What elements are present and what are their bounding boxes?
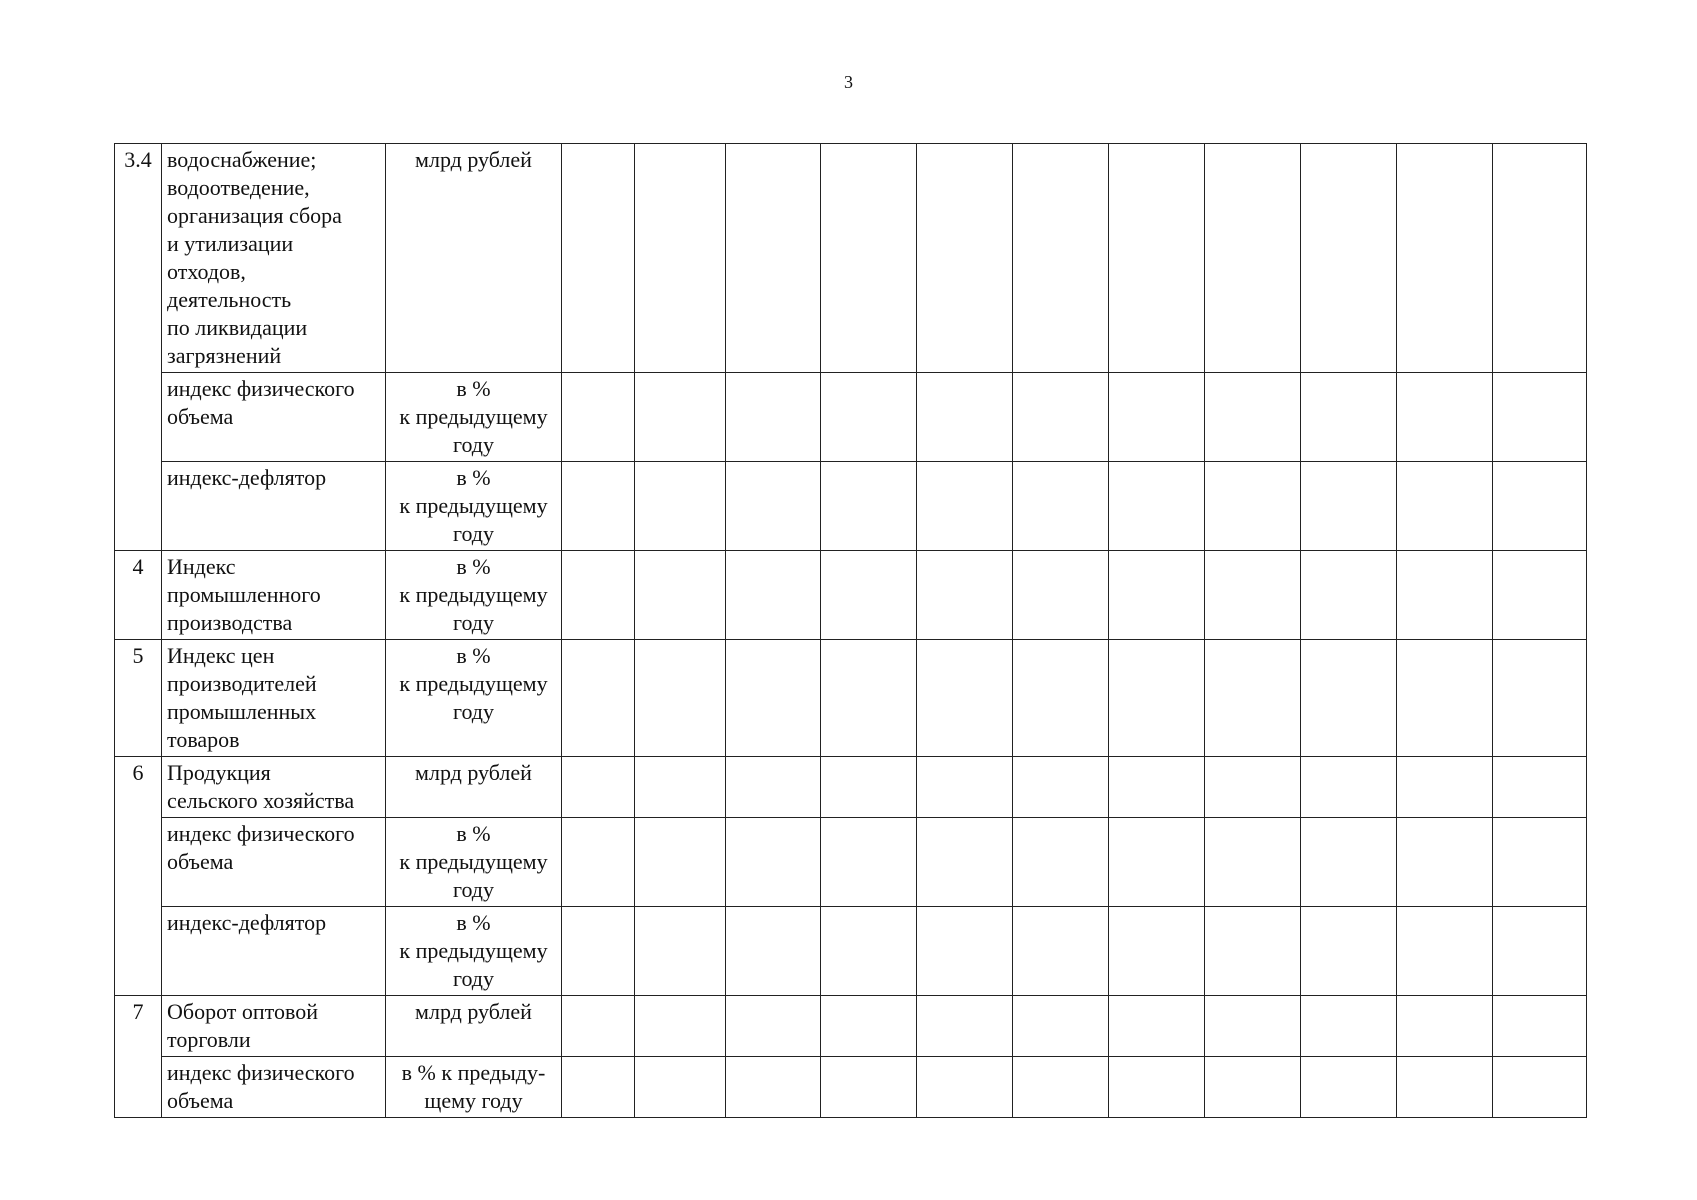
value-cell [1493, 818, 1587, 907]
value-cell [1013, 462, 1109, 551]
value-cell [917, 1057, 1013, 1118]
unit-line: в % [456, 643, 491, 668]
indicators-table [114, 143, 1587, 1118]
indicator-name [162, 144, 386, 373]
indicator-name-line: индекс-дефлятор [167, 910, 327, 935]
value-cell [635, 373, 726, 462]
row-number: 4 [115, 551, 162, 640]
unit-of-measure [386, 1057, 562, 1118]
value-cell [1301, 462, 1397, 551]
unit-line: к предыдущему [399, 582, 548, 607]
value-cell [1013, 144, 1109, 373]
value-cell [1493, 640, 1587, 757]
row-number: 5 [115, 640, 162, 757]
value-cell [821, 144, 917, 373]
unit-line: к предыдущему [399, 849, 548, 874]
indicator-name [162, 818, 386, 907]
value-cell [1013, 640, 1109, 757]
unit-line: году [452, 432, 495, 457]
value-cell [1013, 373, 1109, 462]
value-cell [1397, 640, 1493, 757]
value-cell [562, 1057, 635, 1118]
value-cell [1493, 373, 1587, 462]
value-cell [635, 640, 726, 757]
value-cell [1205, 462, 1301, 551]
value-cell [635, 757, 726, 818]
indicator-name-line: деятельность [167, 287, 292, 312]
value-cell [1109, 551, 1205, 640]
indicator-name [162, 640, 386, 757]
value-cell [1493, 144, 1587, 373]
value-cell [1109, 996, 1205, 1057]
indicator-name-line: загрязнений [167, 343, 282, 368]
unit-of-measure [386, 818, 562, 907]
value-cell [562, 640, 635, 757]
value-cell [1205, 1057, 1301, 1118]
value-cell [917, 818, 1013, 907]
indicator-name-line: промышленных [167, 699, 317, 724]
unit-line: в % к предыду- [401, 1060, 546, 1085]
value-cell [726, 144, 821, 373]
value-cell [917, 551, 1013, 640]
value-cell [821, 462, 917, 551]
indicator-name-line: производителей [167, 671, 317, 696]
value-cell [1109, 640, 1205, 757]
value-cell [1493, 757, 1587, 818]
value-cell [1493, 551, 1587, 640]
indicator-name-line: индекс физического [167, 376, 355, 401]
indicator-name-line: Продукция [167, 760, 271, 785]
value-cell [1397, 996, 1493, 1057]
value-cell [1205, 640, 1301, 757]
unit-line: году [452, 610, 495, 635]
value-cell [1493, 1057, 1587, 1118]
value-cell [1301, 373, 1397, 462]
value-cell [635, 551, 726, 640]
unit-line: к предыдущему [399, 938, 548, 963]
value-cell [917, 757, 1013, 818]
value-cell [1109, 907, 1205, 996]
unit-line: к предыдущему [399, 493, 548, 518]
indicator-name-line: индекс-дефлятор [167, 465, 327, 490]
value-cell [1109, 1057, 1205, 1118]
page-number: 3 [844, 72, 853, 92]
value-cell [562, 373, 635, 462]
unit-of-measure [386, 551, 562, 640]
value-cell [1013, 757, 1109, 818]
value-cell [1301, 907, 1397, 996]
value-cell [1301, 551, 1397, 640]
indicator-name-line: водоотведение, [167, 175, 310, 200]
value-cell [1109, 144, 1205, 373]
table-row [115, 144, 1587, 373]
unit-line: в % [456, 465, 491, 490]
value-cell [726, 996, 821, 1057]
value-cell [726, 373, 821, 462]
unit-line: в % [456, 910, 491, 935]
value-cell [562, 818, 635, 907]
table-row [115, 907, 1587, 996]
value-cell [917, 144, 1013, 373]
value-cell [1109, 462, 1205, 551]
unit-of-measure [386, 462, 562, 551]
value-cell [917, 996, 1013, 1057]
value-cell [562, 462, 635, 551]
unit-line: в % [456, 376, 491, 401]
indicator-name [162, 1057, 386, 1118]
value-cell [1205, 907, 1301, 996]
unit-line: в % [456, 554, 491, 579]
value-cell [917, 462, 1013, 551]
indicator-name-line: по ликвидации [167, 315, 308, 340]
indicator-name-line: Индекс [167, 554, 236, 579]
value-cell [821, 907, 917, 996]
value-cell [726, 551, 821, 640]
indicator-name-line: торговли [167, 1027, 251, 1052]
indicator-name-line: индекс физического [167, 1060, 355, 1085]
indicator-name [162, 551, 386, 640]
value-cell [1301, 818, 1397, 907]
value-cell [821, 818, 917, 907]
value-cell [1301, 996, 1397, 1057]
value-cell [635, 907, 726, 996]
value-cell [1493, 462, 1587, 551]
indicator-name-line: товаров [167, 727, 240, 752]
value-cell [635, 996, 726, 1057]
value-cell [635, 144, 726, 373]
value-cell [562, 757, 635, 818]
value-cell [1205, 757, 1301, 818]
table-row [115, 757, 1587, 818]
table-row [115, 1057, 1587, 1118]
indicator-name-line: и утилизации [167, 231, 294, 256]
value-cell [1205, 818, 1301, 907]
indicator-name [162, 907, 386, 996]
value-cell [1301, 144, 1397, 373]
table-body [115, 144, 1587, 1118]
value-cell [1205, 996, 1301, 1057]
value-cell [1205, 551, 1301, 640]
value-cell [1301, 1057, 1397, 1118]
value-cell [726, 818, 821, 907]
value-cell [1205, 373, 1301, 462]
value-cell [562, 551, 635, 640]
table-row [115, 818, 1587, 907]
table-row [115, 551, 1587, 640]
indicator-name-line: водоснабжение; [167, 147, 317, 172]
value-cell [821, 551, 917, 640]
value-cell [726, 1057, 821, 1118]
value-cell [1109, 757, 1205, 818]
value-cell [635, 1057, 726, 1118]
unit-line: году [452, 521, 495, 546]
value-cell [635, 462, 726, 551]
unit-of-measure [386, 996, 562, 1057]
unit-line: млрд рублей [415, 760, 532, 785]
value-cell [821, 996, 917, 1057]
value-cell [726, 757, 821, 818]
unit-of-measure [386, 144, 562, 373]
value-cell [1397, 144, 1493, 373]
indicator-name-line: промышленного [167, 582, 321, 607]
row-number: 7 [115, 996, 162, 1118]
table-row [115, 462, 1587, 551]
unit-line: млрд рублей [415, 147, 532, 172]
indicator-name [162, 757, 386, 818]
unit-of-measure [386, 907, 562, 996]
unit-of-measure [386, 373, 562, 462]
value-cell [917, 907, 1013, 996]
value-cell [1397, 462, 1493, 551]
value-cell [726, 907, 821, 996]
unit-line: к предыдущему [399, 671, 548, 696]
value-cell [1397, 373, 1493, 462]
value-cell [1013, 907, 1109, 996]
indicator-name-line: организация сбора [167, 203, 342, 228]
value-cell [1397, 818, 1493, 907]
unit-of-measure [386, 640, 562, 757]
value-cell [562, 144, 635, 373]
unit-line: млрд рублей [415, 999, 532, 1024]
value-cell [1013, 996, 1109, 1057]
value-cell [917, 373, 1013, 462]
value-cell [1013, 551, 1109, 640]
unit-line: в % [456, 821, 491, 846]
value-cell [1493, 907, 1587, 996]
indicator-name [162, 462, 386, 551]
indicator-name-line: сельского хозяйства [167, 788, 355, 813]
unit-line: щему году [424, 1088, 523, 1113]
row-number: 3.4 [115, 144, 162, 551]
indicator-name-line: индекс физического [167, 821, 355, 846]
indicator-name-line: объема [167, 1088, 234, 1113]
value-cell [562, 996, 635, 1057]
value-cell [821, 373, 917, 462]
indicator-name-line: объема [167, 849, 234, 874]
unit-line: году [452, 966, 495, 991]
indicator-name-line: объема [167, 404, 234, 429]
value-cell [1397, 907, 1493, 996]
indicator-name [162, 996, 386, 1057]
value-cell [1493, 996, 1587, 1057]
indicator-name-line: производства [167, 610, 293, 635]
unit-line: году [452, 877, 495, 902]
value-cell [821, 757, 917, 818]
value-cell [726, 640, 821, 757]
value-cell [1109, 373, 1205, 462]
table-row [115, 373, 1587, 462]
value-cell [917, 640, 1013, 757]
value-cell [1013, 818, 1109, 907]
value-cell [1397, 1057, 1493, 1118]
value-cell [821, 1057, 917, 1118]
indicator-name [162, 373, 386, 462]
value-cell [562, 907, 635, 996]
unit-line: году [452, 699, 495, 724]
value-cell [1205, 144, 1301, 373]
value-cell [1109, 818, 1205, 907]
value-cell [726, 462, 821, 551]
value-cell [821, 640, 917, 757]
value-cell [1013, 1057, 1109, 1118]
unit-of-measure [386, 757, 562, 818]
value-cell [1397, 551, 1493, 640]
indicator-name-line: Индекс цен [167, 643, 275, 668]
value-cell [1397, 757, 1493, 818]
table-row [115, 996, 1587, 1057]
indicator-name-line: отходов, [167, 259, 246, 284]
table-row [115, 640, 1587, 757]
value-cell [1301, 757, 1397, 818]
value-cell [1301, 640, 1397, 757]
unit-line: к предыдущему [399, 404, 548, 429]
value-cell [635, 818, 726, 907]
indicator-name-line: Оборот оптовой [167, 999, 319, 1024]
row-number: 6 [115, 757, 162, 996]
